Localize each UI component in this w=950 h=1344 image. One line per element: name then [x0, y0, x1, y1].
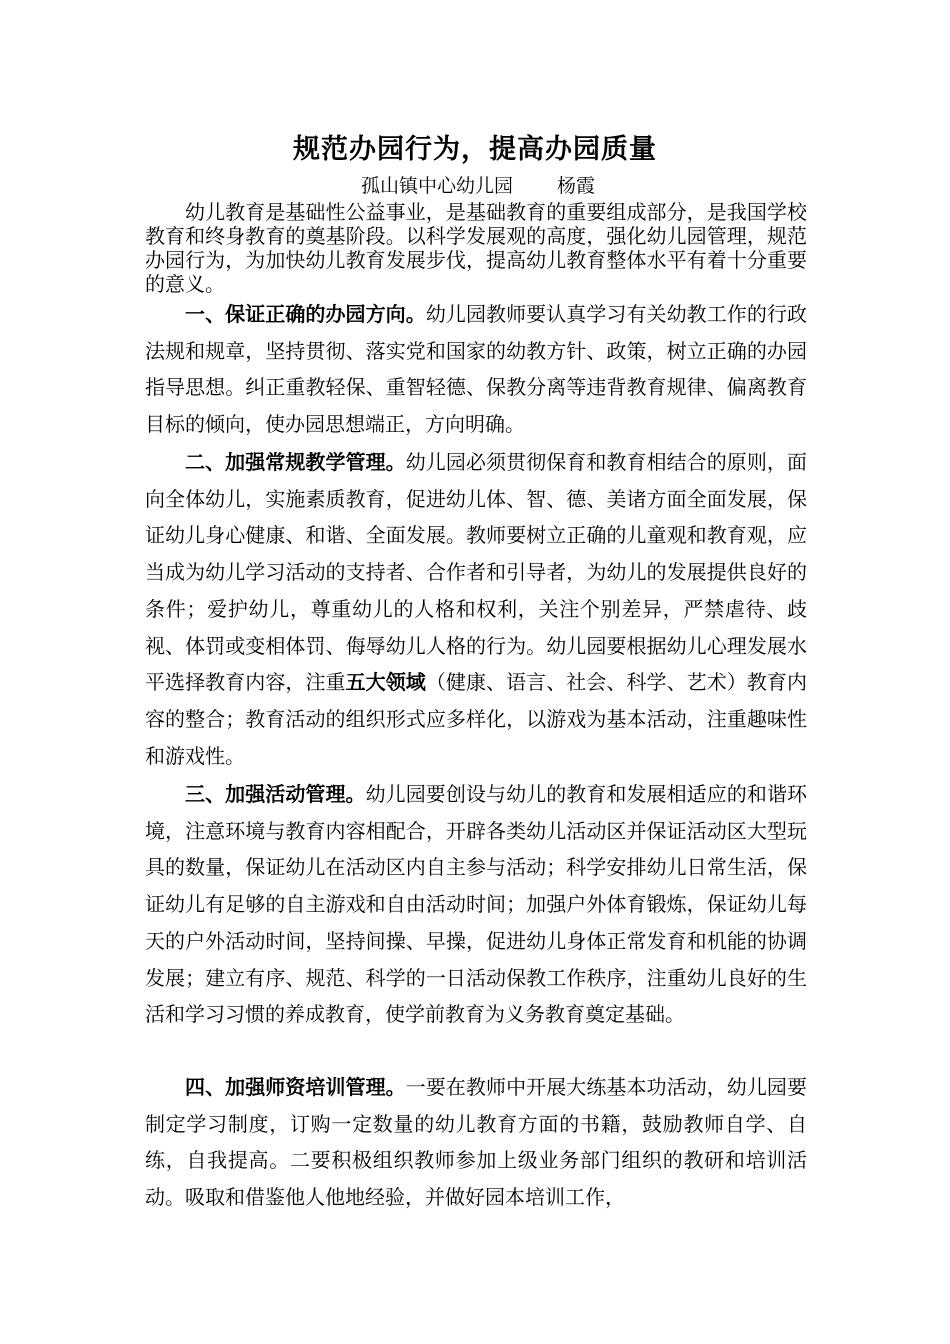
byline-school: 孤山镇中心幼儿园: [360, 175, 513, 197]
section-3-text: 幼儿园要创设与幼儿的教育和发展相适应的和谐环境，注意环境与教育内容相配合，开辟各类幼儿活动区并保证活动区大型玩具的数量，保证幼儿在活动区内自主参与活动；科学安排幼儿日常生活，保证幼儿有足够的自主游戏和自由活动时间；加强户外体育锻炼，保证幼儿每天的户外活动时间，坚持间操、早操，促进幼儿身体正常发育和机能的协调发展；建立有序、规范、科学的一日活动保教工作秩序，注重幼儿良好的生活和学习习惯的养成教育，使学前教育为义务教育奠定基础。: [145, 782, 808, 1027]
section-2-text: 幼儿园必须贯彻保育和教育相结合的原则，面向全体幼儿，实施素质教育，促进幼儿体、智、德、美诸方面全面发展，保证幼儿身心健康、和谐、全面发展。教师要树立正确的儿童观和教育观，应当成为幼儿学习活动的支持者、合作者和引导者，为幼儿的发展提供良好的条件；爱护幼儿，尊重幼儿的人格和权利，关注个别差异，严禁虐待、歧视、体罚或变相体罚、侮辱幼儿人格的行为。幼儿园要根据幼儿心理发展水平选择教育内容，注重: [145, 450, 808, 695]
section-4-paragraph: [145, 1069, 807, 1216]
section-2-text-after: （健康、语言、社会、科学、艺术）教育内容的整合；教育活动的组织形式应多样化，以游戏为基本活动，注重趣味性和游戏性。: [145, 670, 807, 768]
section-1-text: 幼儿园教师要认真学习有关幼教工作的行政法规和规章，坚持贯彻、落实党和国家的幼教方针、政策，树立正确的办园指导思想。纠正重教轻保、重智轻德、保教分离等违背教育规律、偏离教育目标的倾向，使办园思想端正，方向明确。: [145, 302, 808, 437]
intro-paragraph: 幼儿教育是基础性公益事业，是基础教育的重要组成部分，是我国学校教育和终身教育的奠基阶段。以科学发展观的高度，强化幼儿园管理，规范办园行为，为加快幼儿教育发展步伐，提高幼儿教育整体水平有着十分重要的意义。: [145, 200, 807, 296]
section-3-heading: 三、加强活动管理。: [185, 782, 366, 806]
page-title: 规范办园行为，提高办园质量: [293, 134, 657, 165]
section-2-emphasis: 五大领域: [345, 670, 426, 695]
byline-author: 杨霞: [557, 175, 596, 197]
section-2-paragraph: [145, 444, 807, 774]
section-4-heading: 四、加强师资培训管理。: [185, 1075, 406, 1099]
section-1-paragraph: [145, 296, 807, 443]
byline: [0, 173, 950, 199]
section-3-paragraph: [145, 776, 807, 1033]
section-2-heading: 二、加强常规教学管理。: [185, 450, 406, 474]
section-4-text: 一要在教师中开展大练基本功活动，幼儿园要制定学习制度，订购一定数量的幼儿教育方面的书籍，鼓励教师自学、自练，自我提高。二要积极组织教师参加上级业务部门组织的教研和培训活动。吸取和借鉴他人他地经验，并做好园本培训工作，: [145, 1075, 808, 1210]
section-1-heading: 一、保证正确的办园方向。: [185, 302, 426, 326]
